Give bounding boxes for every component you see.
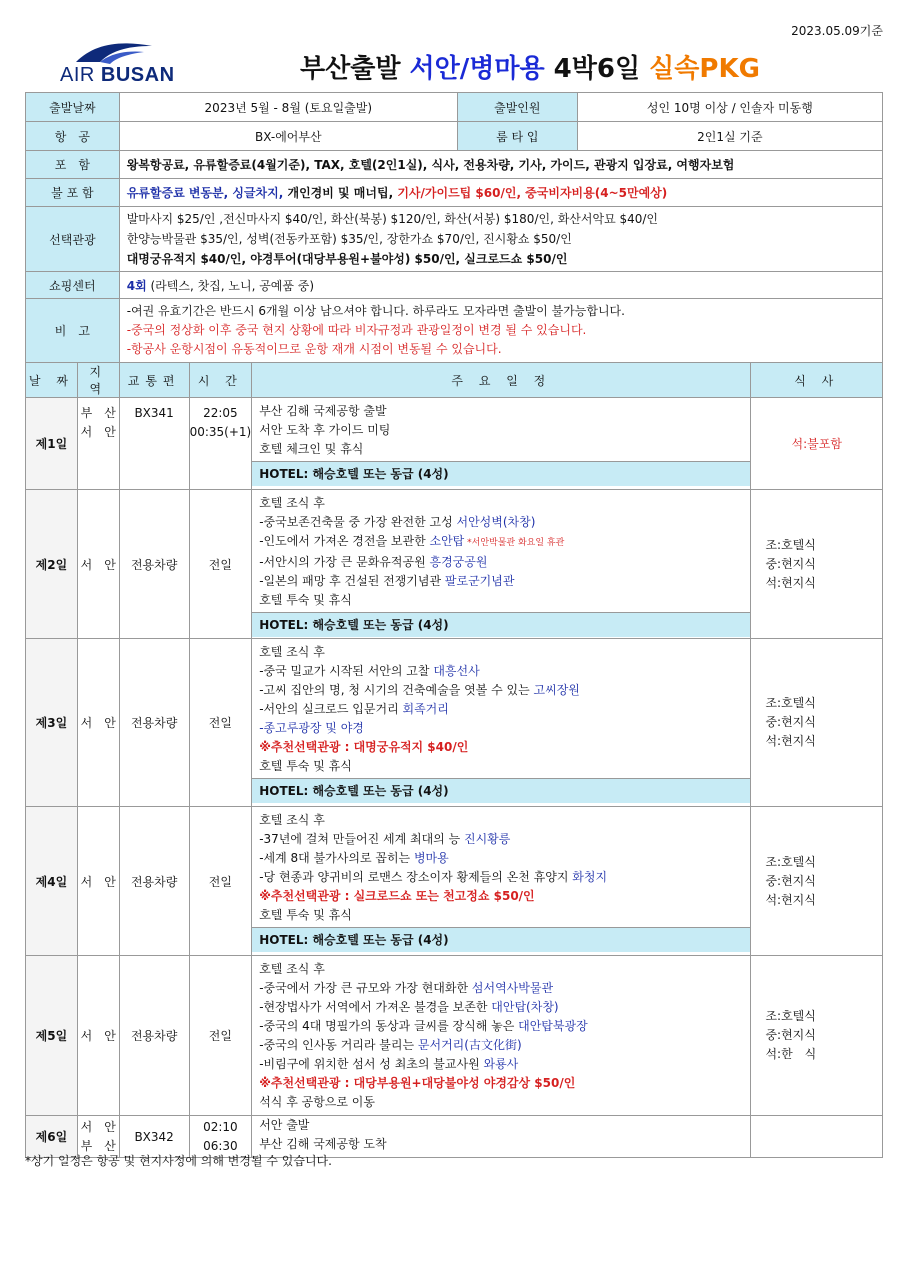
exclude-label: 불 포 함	[26, 179, 120, 207]
day-time: 전일	[189, 639, 252, 807]
air-busan-logo	[60, 40, 180, 88]
day-region: 서 안 부 산	[77, 1116, 119, 1158]
day-label: 제2일	[26, 490, 78, 639]
remark-value: -여권 유효기간은 반드시 6개월 이상 남으셔야 합니다. 하루라도 모자라면 출발이 불가능합니다. -중국의 정상화 이후 중국 현지 상황에 따라 비자규정과 관광일정이 변경 될 수 있습니다. -항공사 운항시점이 유동적이므로 운항 재개 시점이 변동될 수 있습니다.	[119, 299, 882, 363]
day-transport: 전용차량	[119, 956, 189, 1116]
people-value: 성인 10명 이상 / 인솔자 미동행	[577, 93, 882, 122]
day-label: 제4일	[26, 807, 78, 956]
logo-text: AIR BUSAN	[60, 64, 175, 86]
day-time: 02:10 06:30	[189, 1116, 252, 1158]
day-meal: 석:불포함	[751, 398, 883, 490]
depart-value: 2023년 5월 - 8월 (토요일출발)	[119, 93, 457, 122]
hotel-info: HOTEL: 해승호텔 또는 동급 (4성)	[252, 461, 750, 486]
header-day: 날 짜	[26, 363, 78, 398]
page-title: 부산출발 서안/병마용 4박6일 실속PKG	[300, 54, 760, 84]
day-row	[26, 398, 883, 490]
day-time: 전일	[189, 807, 252, 956]
bird-logo-icon	[74, 40, 154, 66]
remark-label: 비 고	[26, 299, 120, 363]
include-value: 왕복항공료, 유류할증료(4월기준), TAX, 호텔(2인1실), 식사, 전용차량, 기사, 가이드, 관광지 입장료, 여행자보험	[119, 151, 882, 179]
day-schedule: 서안 출발 부산 김해 국제공항 도착	[252, 1116, 751, 1158]
day-transport: 전용차량	[119, 490, 189, 639]
shop-value: 4회 (라텍스, 찻집, 노니, 공예품 중)	[119, 272, 882, 299]
day-region: 부 산 서 안	[77, 398, 119, 490]
header-schedule: 주 요 일 정	[252, 363, 751, 398]
schedule-header	[26, 363, 883, 398]
day-transport: BX342	[119, 1116, 189, 1158]
header-time: 시 간	[189, 363, 252, 398]
day-meal: 조:호텔식 중:현지식 석:현지식	[751, 807, 883, 956]
day-schedule: 호텔 조식 후 -중국 밀교가 시작된 서안의 고찰 대흥선사 -고씨 집안의 명, 청 시기의 건축예술을 엿볼 수 있는 고씨장원 -서안의 실크로드 입문거리 회족거리 -종고루광장 및 야경 ※추천선택관광 : 대명궁유적지 $40/인 호텔 투숙 및 휴식 HOTEL: 해승호텔 또는 동급 (4성)	[252, 639, 751, 807]
header-meal: 식 사	[751, 363, 883, 398]
hotel-info: HOTEL: 해승호텔 또는 동급 (4성)	[252, 612, 750, 637]
reference-date: 2023.05.09기준	[791, 24, 883, 38]
day-schedule: 부산 김해 국제공항 출발 서안 도착 후 가이드 미팅 호텔 체크인 및 휴식 HOTEL: 해승호텔 또는 동급 (4성)	[252, 398, 751, 490]
option-value: 발마사지 $25/인 ,전신마사지 $40/인, 화산(북봉) $120/인, 화산(서봉) $180/인, 화산서악묘 $40/인 한양능박물관 $35/인, 성벽(전동카포함) $35/인, 장한가쇼 $70/인, 진시황쇼 $50/인 대명궁유적지 $40/인, 야경투어(대당부용원+불야성) $50/인, 실크로드쇼 $50/인	[119, 207, 882, 272]
day-meal: 조:호텔식 중:현지식 석:한 식	[751, 956, 883, 1116]
day-schedule: 호텔 조식 후 -중국보존건축물 중 가장 완전한 고성 서안성벽(차창) -인도에서 가져온 경전을 보관한 소안탑 *서안박물관 화요일 휴관 -서안시의 가장 큰 문화유적공원 흥경궁공원 -일본의 패망 후 건설된 전쟁기념관 팔로군기념관 호텔 투숙 및 휴식 HOTEL: 해승호텔 또는 동급 (4성)	[252, 490, 751, 639]
day-schedule: 호텔 조식 후 -중국에서 가장 큰 규모와 가장 현대화한 섬서역사박물관 -현장법사가 서역에서 가져온 불경을 보존한 대안탑(차창) -중국의 4대 명필가의 동상과 글씨를 장식해 놓은 대안탑북광장 -중국의 인사동 거리라 불리는 문서거리(古文化街) -비림구에 위치한 섬서 성 최초의 불교사원 와룡사 ※추천선택관광 : 대당부용원+대당불야성 야경감상 $50/인 석식 후 공항으로 이동	[252, 956, 751, 1116]
day-label: 제1일	[26, 398, 78, 490]
day-meal: 조:호텔식 중:현지식 석:현지식	[751, 639, 883, 807]
day-meal	[751, 1116, 883, 1158]
day-row	[26, 490, 883, 639]
day-transport: 전용차량	[119, 807, 189, 956]
day-transport: BX341	[119, 398, 189, 490]
day-region: 서 안	[77, 490, 119, 639]
exclude-value: 유류할증료 변동분, 싱글차지, 개인경비 및 매너팁, 기사/가이드팁 $60/인, 중국비자비용(4~5만예상)	[119, 179, 882, 207]
depart-label: 출발날짜	[26, 93, 120, 122]
day-region: 서 안	[77, 956, 119, 1116]
day-meal: 조:호텔식 중:현지식 석:현지식	[751, 490, 883, 639]
include-label: 포 함	[26, 151, 120, 179]
day-label: 제3일	[26, 639, 78, 807]
day-region: 서 안	[77, 807, 119, 956]
footnote: *상기 일정은 항공 및 현지사정에 의해 변경될 수 있습니다.	[25, 1154, 332, 1168]
air-value: BX-에어부산	[119, 122, 457, 151]
shop-label: 쇼핑센터	[26, 272, 120, 299]
day-transport: 전용차량	[119, 639, 189, 807]
room-label: 룸 타 입	[457, 122, 577, 151]
header-transport: 교통편	[119, 363, 189, 398]
room-value: 2인1실 기준	[577, 122, 882, 151]
people-label: 출발인원	[457, 93, 577, 122]
hotel-info: HOTEL: 해승호텔 또는 동급 (4성)	[252, 778, 750, 803]
day-time: 전일	[189, 956, 252, 1116]
day-row	[26, 956, 883, 1116]
day-label: 제6일	[26, 1116, 78, 1158]
day-time: 22:05 00:35(+1)	[189, 398, 252, 490]
header-region: 지 역	[77, 363, 119, 398]
day-time: 전일	[189, 490, 252, 639]
day-region: 서 안	[77, 639, 119, 807]
day-row	[26, 807, 883, 956]
day-schedule: 호텔 조식 후 -37년에 걸쳐 만들어진 세계 최대의 능 진시황릉 -세계 8대 불가사의로 꼽히는 병마용 -당 현종과 양귀비의 로맨스 장소이자 황제들의 온천 휴양지 화청지 ※추천선택관광 : 실크로드쇼 또는 천고정쇼 $50/인 호텔 투숙 및 휴식 HOTEL: 해승호텔 또는 동급 (4성)	[252, 807, 751, 956]
hotel-info: HOTEL: 해승호텔 또는 동급 (4성)	[252, 927, 750, 952]
option-label: 선택관광	[26, 207, 120, 272]
itinerary-table	[25, 92, 883, 1158]
air-label: 항 공	[26, 122, 120, 151]
day-row	[26, 639, 883, 807]
day-label: 제5일	[26, 956, 78, 1116]
